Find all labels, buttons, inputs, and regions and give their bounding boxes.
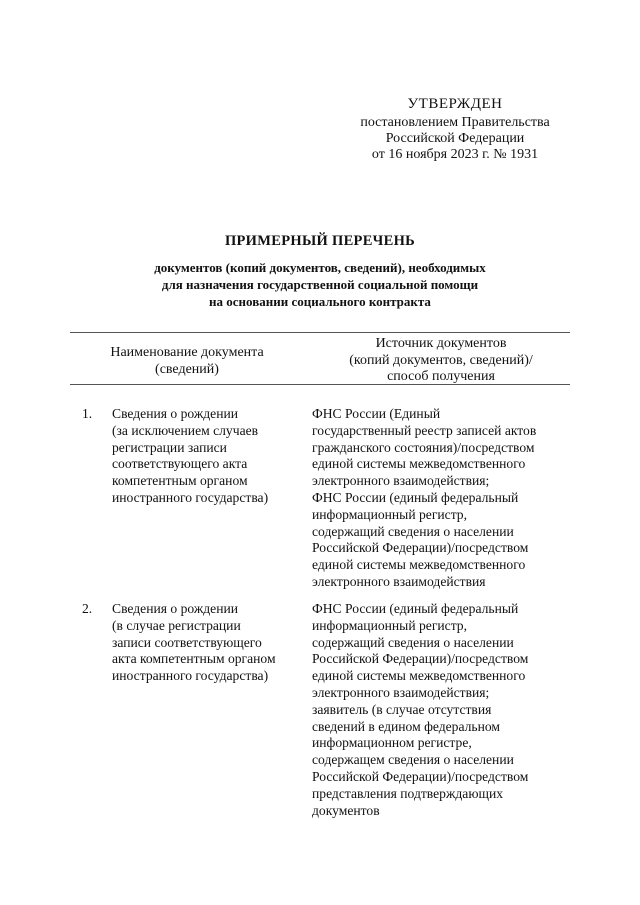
document-title: ПРИМЕРНЫЙ ПЕРЕЧЕНЬ xyxy=(224,233,416,249)
text-line: Российской Федерации)/посредством xyxy=(312,540,529,556)
header-line: (сведений) xyxy=(155,361,219,377)
subtitle-line: документов (копий документов, сведений), необходимых xyxy=(154,260,486,275)
header-line: способ получения xyxy=(387,369,495,384)
table-top-border xyxy=(70,332,570,333)
text-line: компетентным органом xyxy=(112,473,248,489)
subtitle-line: на основании социального контракта xyxy=(209,294,431,309)
row-document-source xyxy=(312,601,570,819)
text-line: документов xyxy=(312,802,380,818)
text-line: (в случае регистрации xyxy=(112,617,241,633)
row-number: 2. xyxy=(82,601,93,616)
text-line: Сведения о рождении xyxy=(112,601,239,616)
text-line: информационный регистр, xyxy=(312,506,468,522)
approval-line: постановлением Правительства xyxy=(360,115,550,130)
text-line: (за исключением случаев xyxy=(112,422,259,438)
text-line: информационный регистр, xyxy=(312,617,468,633)
header-name xyxy=(82,345,292,378)
approval-heading: УТВЕРЖДЕН xyxy=(407,96,503,112)
text-line: сведений в едином федеральном xyxy=(312,718,501,734)
text-line: представления подтверждающих xyxy=(312,785,504,801)
header-line: (копий документов, сведений)/ xyxy=(349,352,533,368)
row-number: 1. xyxy=(82,406,93,421)
row-document-name xyxy=(112,406,302,507)
document-subtitle xyxy=(0,259,640,310)
text-line: электронного взаимодействия xyxy=(312,573,486,589)
row-document-source xyxy=(312,406,570,591)
text-line: содержащем сведения о населении xyxy=(312,752,514,768)
text-line: Сведения о рождении xyxy=(112,406,239,421)
text-line: заявитель (в случае отсутствия xyxy=(312,701,492,717)
text-line: электронного взаимодействия; xyxy=(312,473,490,489)
text-line: информационном регистре, xyxy=(312,735,472,751)
approval-line: от 16 ноября 2023 г. № 1931 xyxy=(371,147,539,162)
text-line: единой системы межведомственного xyxy=(312,557,526,573)
header-line: Источник документов xyxy=(375,336,507,351)
text-line: соответствующего акта xyxy=(112,456,248,472)
text-line: электронного взаимодействия; xyxy=(312,684,490,700)
header-source xyxy=(316,336,566,386)
text-line: Российской Федерации)/посредством xyxy=(312,768,529,784)
text-line: ФНС России (единый федеральный xyxy=(312,601,519,616)
row-document-name xyxy=(112,601,302,685)
text-line: иностранного государства) xyxy=(112,668,269,684)
text-line: государственный реестр записей актов xyxy=(312,422,537,438)
subtitle-line: для назначения государственной социальной помощи xyxy=(161,277,479,292)
text-line: регистрации записи xyxy=(112,439,227,455)
text-line: записи соответствующего xyxy=(112,634,262,650)
text-line: Российской Федерации)/посредством xyxy=(312,651,529,667)
approval-block xyxy=(330,96,580,163)
text-line: единой системы межведомственного xyxy=(312,668,526,684)
text-line: содержащий сведения о населении xyxy=(312,634,514,650)
approval-line: Российской Федерации xyxy=(385,131,525,146)
header-line: Наименование документа xyxy=(110,345,264,360)
text-line: ФНС России (единый федеральный xyxy=(312,489,519,505)
text-line: единой системы межведомственного xyxy=(312,456,526,472)
text-line: содержащий сведения о населении xyxy=(312,523,514,539)
text-line: ФНС России (Единый xyxy=(312,406,441,421)
text-line: иностранного государства) xyxy=(112,489,269,505)
text-line: гражданского состояния)/посредством xyxy=(312,439,535,455)
text-line: акта компетентным органом xyxy=(112,651,276,667)
